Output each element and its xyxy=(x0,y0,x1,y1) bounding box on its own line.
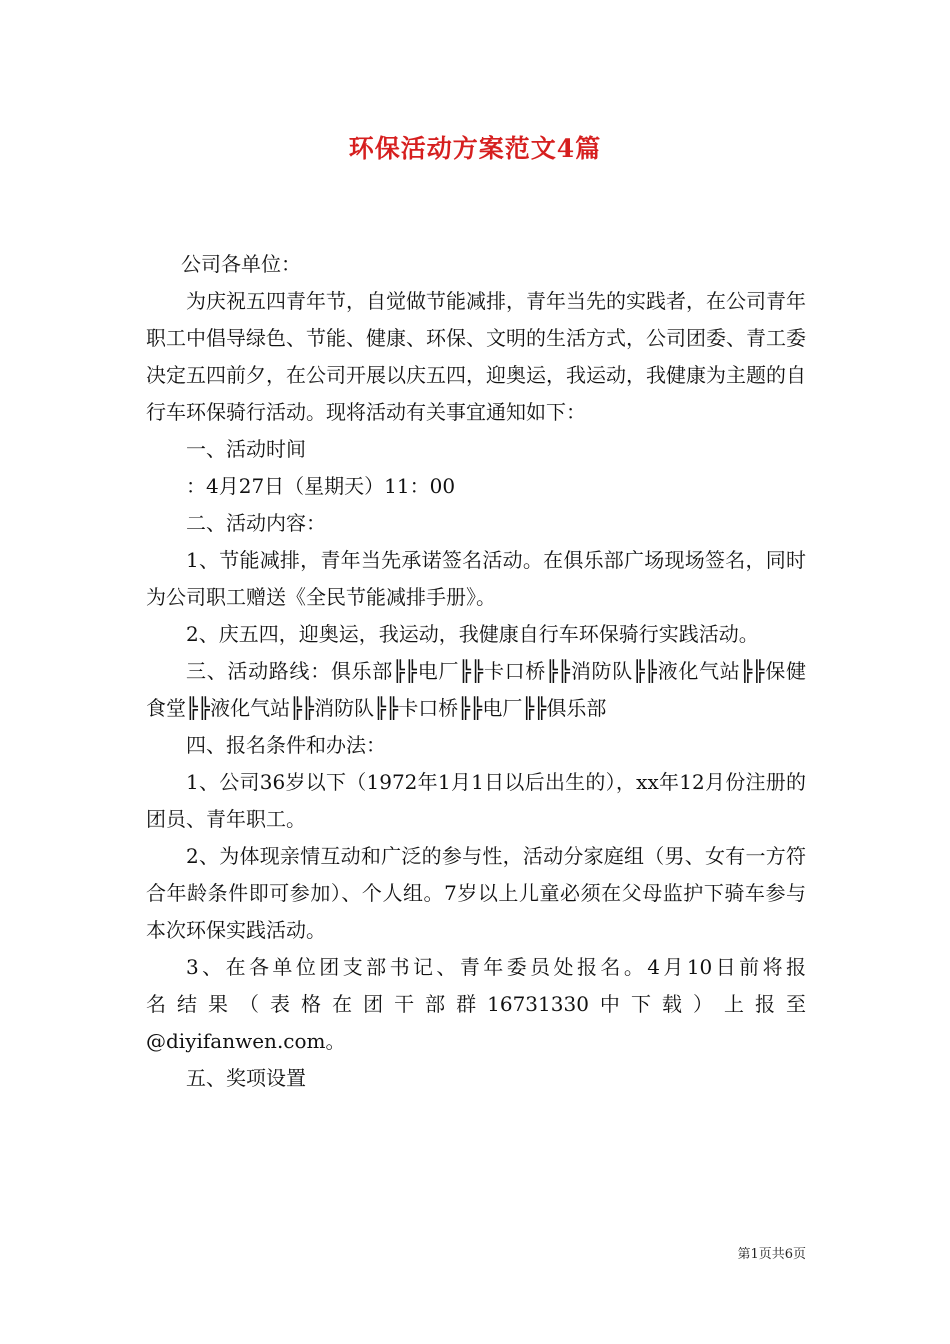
document-body xyxy=(146,246,806,1097)
paragraph-content-1: 1、节能减排，青年当先承诺签名活动。在俱乐部广场现场签名，同时为公司职工赠送《全民节能减排手册》。 xyxy=(146,548,806,609)
paragraph-content-2: 2、庆五四，迎奥运，我运动，我健康自行车环保骑行实践活动。 xyxy=(186,622,759,646)
heading-awards: 五、奖项设置 xyxy=(186,1066,306,1090)
heading-activity-content: 二、活动内容： xyxy=(186,511,326,535)
paragraph-route: 三、活动路线：俱乐部╠╠电厂╠╠卡口桥╠╠消防队╠╠液化气站╠╠保健食堂╠╠液化气站╠╠消防队╠╠卡口桥╠╠电厂╠╠俱乐部 xyxy=(146,659,806,720)
document-title: 环保活动方案范文4篇 xyxy=(348,134,602,163)
paragraph-registration-2: 2、为体现亲情互动和广泛的参与性，活动分家庭组（男、女有一方符合年龄条件即可参加）、个人组。7岁以上儿童必须在父母监护下骑车参与本次环保实践活动。 xyxy=(146,844,806,942)
heading-registration: 四、报名条件和办法： xyxy=(186,733,386,757)
page-number: 第1页共6页 xyxy=(737,1247,806,1262)
paragraph-registration-3-line-2: 名结果（表格在团干部群16731330中下载）上报至 xyxy=(146,992,806,1016)
paragraph-registration-3-line-1: 3、在各单位团支部书记、青年委员处报名。4月10日前将报 xyxy=(186,955,806,979)
paragraph-salutation: 公司各单位： xyxy=(181,252,301,276)
paragraph-registration-1: 1、公司36岁以下（1972年1月1日以后出生的），xx年12月份注册的团员、青年职工。 xyxy=(146,770,806,831)
heading-activity-time: 一、活动时间 xyxy=(186,437,306,461)
paragraph-registration-3-line-3: @diyifanwen.com。 xyxy=(146,1029,346,1053)
paragraph-activity-time: ：4月27日（星期天）11：00 xyxy=(186,474,456,498)
paragraph-intro: 为庆祝五四青年节，自觉做节能减排，青年当先的实践者，在公司青年职工中倡导绿色、节能、健康、环保、文明的生活方式，公司团委、青工委决定五四前夕，在公司开展以庆五四，迎奥运，我运动，我健康为主题的自行车环保骑行活动。现将活动有关事宜通知如下： xyxy=(146,289,806,424)
